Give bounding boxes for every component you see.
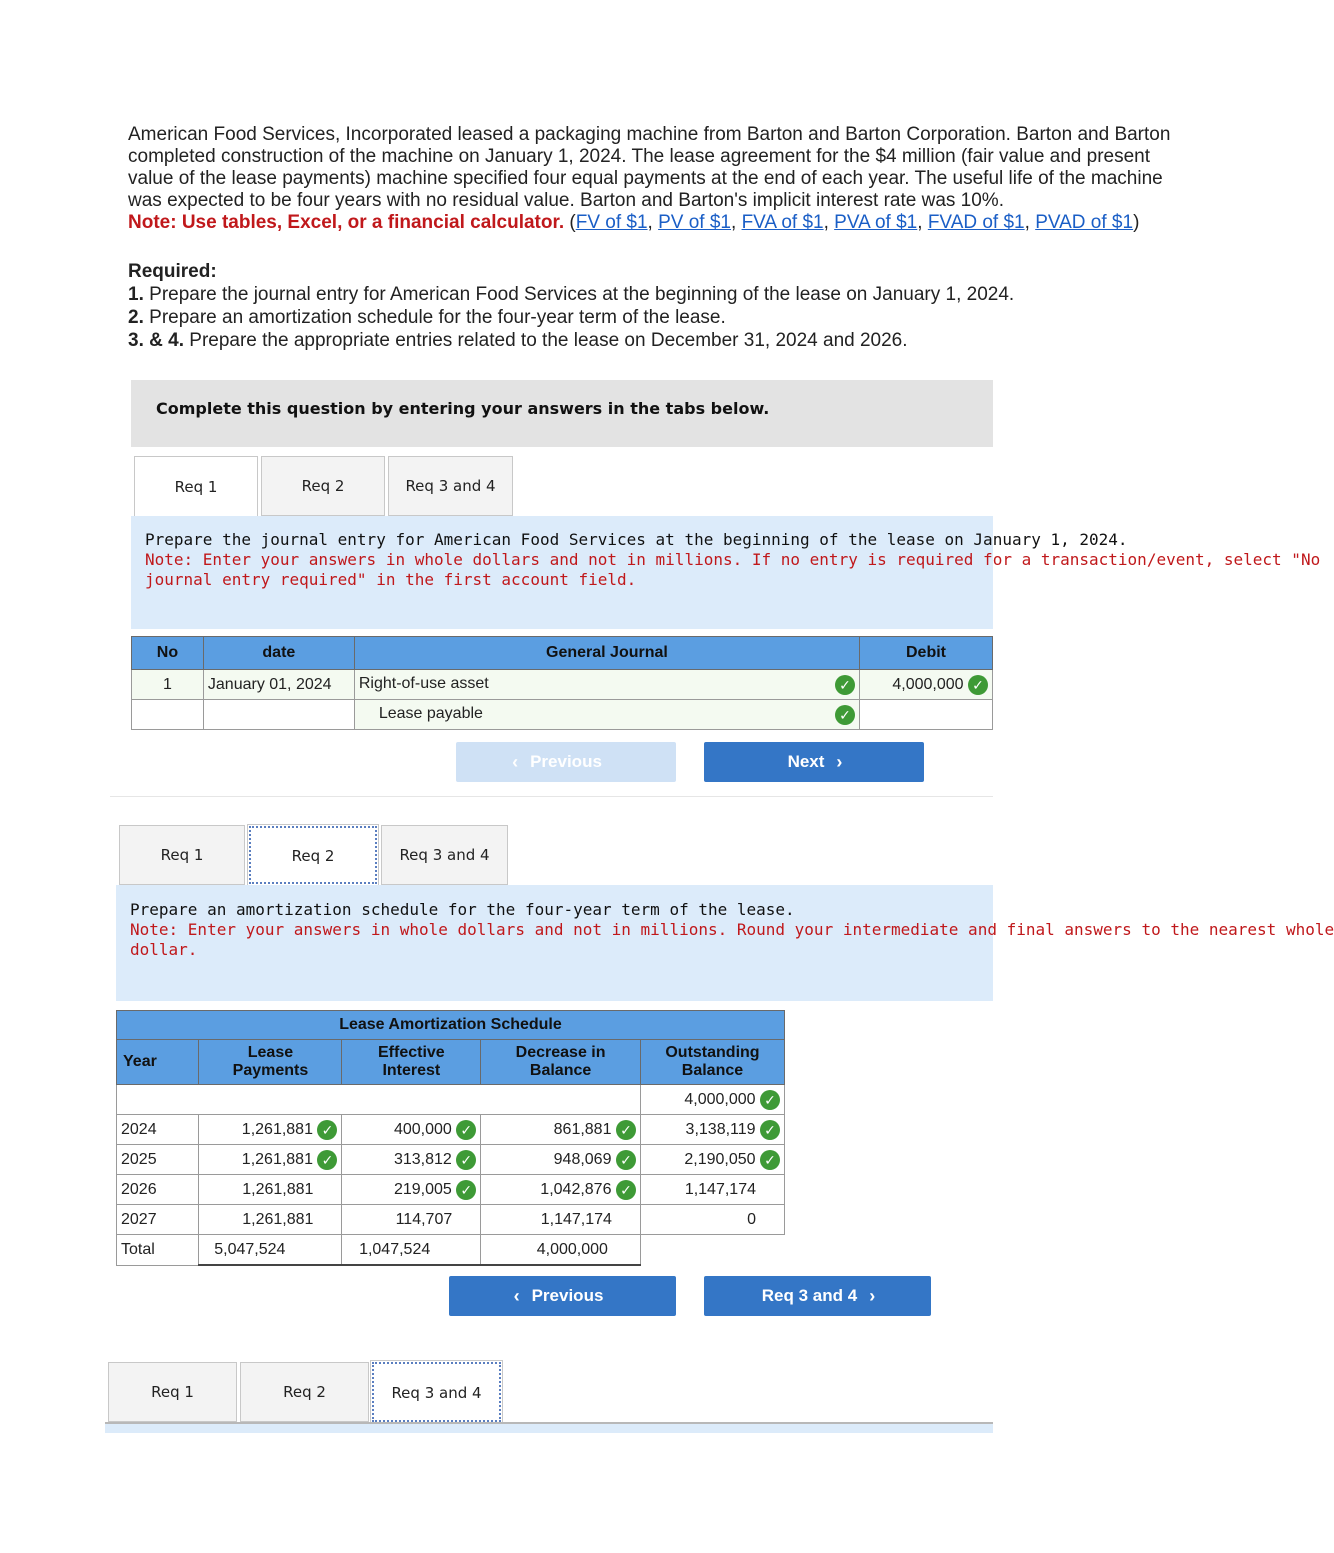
- payment-field[interactable]: 1,261,881 ✓: [199, 1145, 342, 1175]
- balance-field[interactable]: 2,190,050 ✓: [640, 1145, 784, 1175]
- tab-req1[interactable]: Req 1: [108, 1362, 237, 1422]
- instructions-text: Complete this question by entering your answers in the tabs below.: [156, 399, 770, 418]
- debit-field[interactable]: [860, 700, 993, 730]
- table-row: [117, 1175, 785, 1205]
- required-heading: Required:: [128, 261, 217, 282]
- check-circle-icon: ✓: [835, 675, 855, 695]
- year-cell: 2025: [117, 1145, 199, 1175]
- req1-note-2: journal entry required" in the first account field.: [145, 570, 637, 589]
- check-circle-icon: ✓: [616, 1180, 636, 1200]
- req2-note-2: dollar.: [130, 940, 198, 959]
- req1-note-1: Note: Enter your answers in whole dollars and not in millions. If no entry is required for a transaction/event, select "No: [145, 550, 1321, 569]
- table-row: [117, 1115, 785, 1145]
- col-lease-payments: Lease Payments: [199, 1040, 342, 1085]
- year-cell: 2027: [117, 1205, 199, 1235]
- total-decrease: 4,000,000: [481, 1235, 641, 1266]
- problem-line-3: value of the lease payments) machine specified four equal payments at the end of each year. The useful life of the machine: [128, 168, 1163, 189]
- problem-statement: [128, 124, 1171, 234]
- required-section: [128, 260, 1015, 352]
- check-circle-icon: ✓: [760, 1090, 780, 1110]
- col-effective-interest: Effective Interest: [342, 1040, 481, 1085]
- col-outstanding-balance: Outstanding Balance: [640, 1040, 784, 1085]
- decrease-field[interactable]: 861,881 ✓: [481, 1115, 641, 1145]
- previous-button[interactable]: ‹ Previous: [449, 1276, 676, 1316]
- chevron-left-icon: ‹: [513, 1285, 520, 1306]
- required-item-3: 3. & 4. Prepare the appropriate entries related to the lease on December 31, 2024 and 2026.: [128, 330, 908, 351]
- problem-note-line: Note: Use tables, Excel, or a financial calculator. (FV of $1, PV of $1, FVA of $1, PVA of $1, FVAD of $1, PVAD of $1): [128, 212, 1140, 233]
- problem-line-4: was expected to be four years with no residual value. Barton and Barton's implicit interest rate was 10%.: [128, 190, 1004, 211]
- previous-button[interactable]: ‹ Previous: [456, 742, 676, 782]
- check-circle-icon: ✓: [317, 1150, 337, 1170]
- decrease-field[interactable]: 1,042,876 ✓: [481, 1175, 641, 1205]
- tab-req3-4[interactable]: Req 3 and 4: [381, 825, 508, 885]
- year-cell: 2024: [117, 1115, 199, 1145]
- col-decrease-balance: Decrease in Balance: [481, 1040, 641, 1085]
- balance-field[interactable]: 1,147,174: [640, 1175, 784, 1205]
- next-req3-4-button[interactable]: Req 3 and 4 ›: [704, 1276, 931, 1316]
- account-field[interactable]: Lease payable ✓: [354, 700, 859, 730]
- col-debit: Debit: [860, 637, 993, 670]
- balance-field[interactable]: 0: [640, 1205, 784, 1235]
- table-row-total: [117, 1235, 785, 1266]
- decrease-field[interactable]: 948,069 ✓: [481, 1145, 641, 1175]
- interest-field[interactable]: 313,812 ✓: [342, 1145, 481, 1175]
- check-circle-icon: ✓: [616, 1120, 636, 1140]
- instructions-bar: [131, 380, 993, 447]
- balance-field[interactable]: 3,138,119 ✓: [640, 1115, 784, 1145]
- chevron-left-icon: ‹: [512, 751, 519, 772]
- check-circle-icon: ✓: [616, 1150, 636, 1170]
- table-row: [132, 700, 993, 730]
- table-row: [117, 1085, 785, 1115]
- payment-field[interactable]: 1,261,881: [199, 1205, 342, 1235]
- payment-field[interactable]: 1,261,881 ✓: [199, 1115, 342, 1145]
- link-fva[interactable]: FVA of $1: [741, 212, 824, 233]
- check-circle-icon: ✓: [456, 1180, 476, 1200]
- next-button[interactable]: Next ›: [704, 742, 924, 782]
- tab-req1[interactable]: Req 1: [134, 456, 258, 517]
- payment-field[interactable]: 1,261,881: [199, 1175, 342, 1205]
- req1-title: Prepare the journal entry for American Food Services at the beginning of the lease on January 1, 2024.: [145, 530, 1128, 549]
- interest-field[interactable]: 400,000 ✓: [342, 1115, 481, 1145]
- row-date[interactable]: [203, 700, 354, 730]
- table-row: [132, 670, 993, 700]
- tab-req3-4[interactable]: Req 3 and 4: [388, 456, 513, 516]
- schedule-title: Lease Amortization Schedule: [117, 1011, 785, 1040]
- interest-field[interactable]: 219,005 ✓: [342, 1175, 481, 1205]
- row-date[interactable]: January 01, 2024: [203, 670, 354, 700]
- check-circle-icon: ✓: [968, 675, 988, 695]
- req2-note-1: Note: Enter your answers in whole dollars and not in millions. Round your intermediate and final answers to the nearest whole: [130, 920, 1334, 939]
- link-pva[interactable]: PVA of $1: [834, 212, 918, 233]
- chevron-right-icon: ›: [836, 751, 843, 772]
- link-pvad[interactable]: PVAD of $1: [1035, 212, 1134, 233]
- check-circle-icon: ✓: [760, 1120, 780, 1140]
- col-year: Year: [117, 1040, 199, 1085]
- decrease-field[interactable]: 1,147,174: [481, 1205, 641, 1235]
- tab-req1[interactable]: Req 1: [119, 825, 245, 885]
- req1-panel: [131, 516, 1321, 629]
- problem-line-1: American Food Services, Incorporated leased a packaging machine from Barton and Barton Corporation. Barton and Barton: [128, 124, 1171, 145]
- check-circle-icon: ✓: [456, 1120, 476, 1140]
- tab-req3-4[interactable]: Req 3 and 4: [370, 1360, 503, 1424]
- required-item-1: 1. Prepare the journal entry for American Food Services at the beginning of the lease on January 1, 2024.: [128, 284, 1015, 305]
- req3-panel-top: [105, 1422, 993, 1433]
- journal-table: [131, 636, 993, 730]
- calculator-note: Note: Use tables, Excel, or a financial calculator.: [128, 212, 565, 233]
- row-no: 1: [132, 670, 204, 700]
- table-row: [117, 1145, 785, 1175]
- amortization-table: [116, 1010, 785, 1266]
- divider: [110, 796, 993, 797]
- required-item-2: 2. Prepare an amortization schedule for the four-year term of the lease.: [128, 307, 726, 328]
- tab-req2[interactable]: Req 2: [247, 824, 379, 886]
- chevron-right-icon: ›: [869, 1285, 876, 1306]
- check-circle-icon: ✓: [317, 1120, 337, 1140]
- account-field[interactable]: Right-of-use asset ✓: [354, 670, 859, 700]
- total-payment: 5,047,524: [199, 1235, 342, 1266]
- check-circle-icon: ✓: [835, 705, 855, 725]
- tab-req2[interactable]: Req 2: [240, 1362, 369, 1422]
- check-circle-icon: ✓: [456, 1150, 476, 1170]
- problem-line-2: completed construction of the machine on January 1, 2024. The lease agreement for the $4 million (fair value and present: [128, 146, 1151, 167]
- debit-field[interactable]: 4,000,000 ✓: [860, 670, 993, 700]
- row-no: [132, 700, 204, 730]
- table-row: [117, 1205, 785, 1235]
- col-date: date: [203, 637, 354, 670]
- col-general-journal: General Journal: [354, 637, 859, 670]
- col-no: No: [132, 637, 204, 670]
- total-label: Total: [117, 1235, 199, 1266]
- link-pv[interactable]: PV of $1: [658, 212, 731, 233]
- link-fv[interactable]: FV of $1: [575, 212, 648, 233]
- req2-title: Prepare an amortization schedule for the four-year term of the lease.: [130, 900, 795, 919]
- tab-req2[interactable]: Req 2: [261, 456, 385, 516]
- total-interest: 1,047,524: [342, 1235, 481, 1266]
- check-circle-icon: ✓: [760, 1150, 780, 1170]
- link-fvad[interactable]: FVAD of $1: [927, 212, 1025, 233]
- req2-panel: [116, 885, 1334, 1001]
- opening-balance-field[interactable]: 4,000,000 ✓: [640, 1085, 784, 1115]
- interest-field[interactable]: 114,707: [342, 1205, 481, 1235]
- year-cell: 2026: [117, 1175, 199, 1205]
